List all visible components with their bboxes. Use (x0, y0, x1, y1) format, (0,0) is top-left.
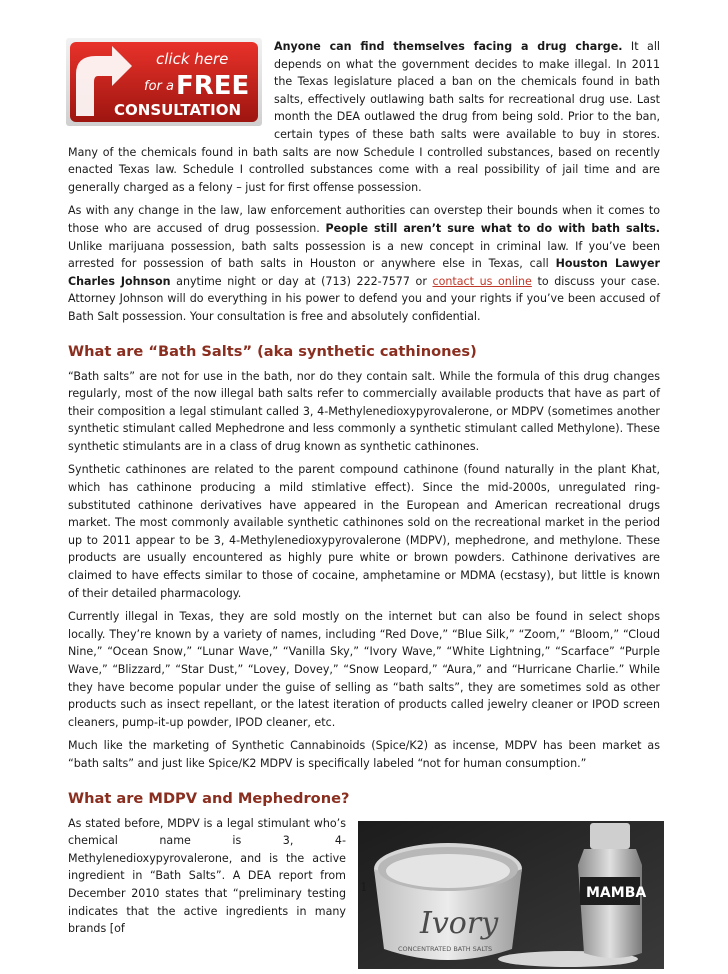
banner-line1: click here (156, 50, 229, 68)
section1-paragraph-3: Currently illegal in Texas, they are sold mostly on the internet but can also be found in select shops locally. They’re known by a variety of names, including “Red Dove,” “Blue Silk,” “Zoom,” “Bloom,” “Cloud Nine,” “Ocean Snow,” “Lunar Wave,” “Vanilla Sky,” “Ivory Wave,” “White Lightning,” “Scarface” “Purple Wave,” “Blizzard,” “Star Dust,” “Lovey, Dovey,” “Snow Leopard,” “Aura,” and “Hurricane Charlie.” While they have become popular under the guise of selling as “bath salts”, they are sometimes sold as other products such as insect repellant, or the latest iteration of products called jewelry cleaner or IPOD screen cleaners, pump-it-up powder, IPOD cleaner, etc. (68, 610, 660, 729)
section1-paragraph-2: Synthetic cathinones are related to the parent compound cathinone (found naturally in the plant Khat, which has cathinone producing a mild stimlative effect). Since the mid-2000s, unregulated ring-substituted cathinone derivatives have appeared in the European and American recreational drugs market. The most commonly available synthetic cathinones sold on the recreational market in the period up to 2011 appear to be 3, 4-Methylenedioxypyrovalerone (MDPV), mephedrone, and methylone. These products are usually encountered as highly pure white or brown powders. Cathinone derivatives are claimed to have effects similar to those of cocaine, amphetamine or MDMA (ecstasy), but little is known of their detailed pharmacology. (68, 463, 660, 600)
section1-paragraph-4: Much like the marketing of Synthetic Cannabinoids (Spice/K2) as incense, MDPV has been market as “bath salts” and just like Spice/K2 MDPV is specifically labeled “not for human consumption.” (68, 739, 660, 770)
banner-line2: for a (144, 79, 174, 94)
consultation-banner-graphic (66, 38, 262, 126)
bath-salts-photo-graphic (358, 821, 664, 969)
jar-icon (374, 843, 522, 960)
banner-line4: CONSULTATION (114, 101, 242, 119)
jar-sublabel: CONCENTRATED BATH SALTS (398, 944, 493, 953)
para2-text-3: anytime night or day at (713) 222-7577 or (170, 274, 433, 288)
section1-paragraph-1: “Bath salts” are not for use in the bath, nor do they contain salt. While the formula of this drug changes regularly, most of the now illegal bath salts refer to commercially available products that have as part of their composition a legal stimulant called 3, 4-Methylenedioxypyrovalerone, or MDPV (sometimes another synthetic stimulant called Mephedrone and less commonly a synthetic stimulant called Methylone). These synthetic stimulants are in a class of drug known as synthetic cathinones. (68, 369, 660, 453)
free-consultation-banner[interactable] (66, 38, 262, 126)
contact-us-link[interactable]: contact us online (432, 274, 532, 288)
lawyer-name: Houston Lawyer Charles Johnson (68, 257, 660, 288)
bath-salts-photo (358, 821, 664, 969)
jar-label: Ivory (420, 905, 499, 941)
section2-paragraph-1: As stated before, MDPV is a legal stimulant who’s chemical name is 3, 4-Methylenedioxypyrovalerone, and is the active ingredient in “Bath Salts”. A DEA report from December 2010 states that “preliminary testing indicates that the active ingredients in many brands [of (68, 816, 346, 936)
para2-bold-1: People still aren’t sure what to do with bath salts. (325, 221, 660, 235)
paragraph-2 (68, 202, 660, 325)
para2-text-2: Unlike marijuana possession, bath salts possession is a new concept in criminal law. If you’ve been arrested for possession of bath salts in Houston or anywhere else in Texas, call (68, 239, 660, 271)
intro-lead: Anyone can find themselves facing a drug charge. (274, 40, 623, 53)
intro-text: It all depends on what the government decides to make illegal. In 2011 the Texas legislature placed a ban on the chemicals found in bath salts, effectively outlawing bath salts for recreational drug use. Last month the DEA outlawed the drug from being sold. Prior to the ban, certain types of these bath salts were available to buy in stores. Many of the chemicals found in bath salts are now Schedule I controlled substances, based on recently enacted Texas law. Schedule I controlled substances come with a real possibility of jail time and are generally charged as a felony – just for first offense possession. (68, 40, 660, 194)
banner-line3: FREE (176, 71, 250, 101)
section1-heading: What are “Bath Salts” (aka synthetic cathinones) (68, 342, 477, 360)
section2-heading: What are MDPV and Mephedrone? (68, 789, 350, 807)
document-content (68, 38, 660, 969)
para2-text-4: to discuss your case. Attorney Johnson will do everything in his power to defend you and your rights if you’ve been accused of Bath Salt possession. Your consultation is free and absolutely confidential. (68, 274, 661, 323)
bottle-label: MAMBA (586, 884, 647, 901)
page-number: 1 (360, 880, 368, 894)
para2-text-1: As with any change in the law, law enforcement authorities can overstep their bounds when it comes to those who are accused of drug possession. (68, 204, 660, 235)
